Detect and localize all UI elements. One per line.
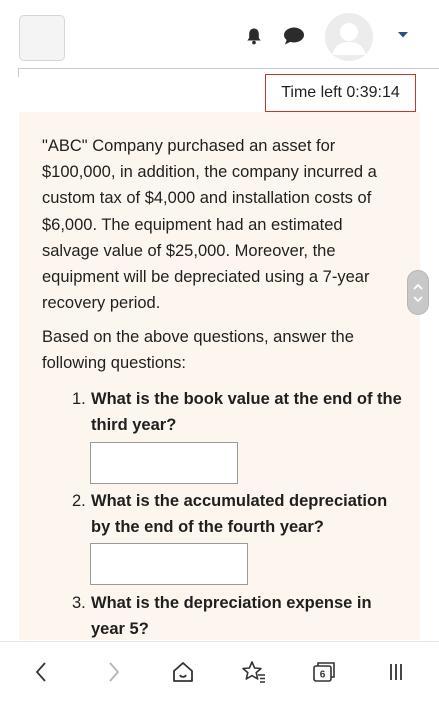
question-instruction-text: Based on the above questions, answer the following questions: (42, 328, 354, 373)
sub-question-number: 3. (72, 594, 86, 612)
tabs-icon (311, 660, 337, 684)
forward-button[interactable] (98, 656, 130, 688)
chevron-down-icon (413, 296, 423, 302)
sub-question-1 (72, 386, 402, 438)
browser-menu-button[interactable] (380, 656, 412, 688)
tabs-button[interactable] (308, 656, 340, 688)
sub-question-text: What is the accumulated depreciation by the end of the fourth year? (91, 492, 388, 537)
home-button[interactable] (167, 656, 199, 688)
tab-count: 6 (319, 669, 326, 681)
hamburger-icon (40, 31, 44, 46)
question-intro-text: "ABC" Company purchased an asset for $100,000, in addition, the company incurred a custom tax of $4,000 and installation costs of $6,000. The equipment had an estimated salvage value of $25,000. Moreover, the equipment will be depreciated using a 7-year recovery period. (42, 137, 377, 313)
sub-question-number: 1. (72, 390, 86, 408)
bell-icon[interactable] (245, 27, 263, 45)
chat-bubble-icon[interactable] (283, 27, 305, 45)
scroll-handle[interactable] (407, 270, 429, 315)
chevron-up-icon (413, 284, 423, 290)
chevron-right-icon (107, 661, 121, 683)
time-left-timer: Time left 0:39:14 (265, 74, 416, 112)
top-navbar (0, 0, 439, 68)
avatar-placeholder-icon (325, 13, 373, 61)
back-button[interactable] (25, 656, 57, 688)
sub-question-text: What is the depreciation expense in year 5? (91, 594, 372, 639)
chevron-left-icon (34, 661, 48, 683)
sub-question-number: 2. (72, 492, 86, 510)
menu-lines-icon (385, 661, 407, 683)
user-avatar[interactable] (325, 13, 373, 61)
caret-down-icon[interactable] (397, 31, 409, 39)
answer-input-1[interactable] (90, 442, 238, 484)
home-icon (171, 660, 195, 684)
sub-question-text: What is the book value at the end of the third year? (91, 390, 402, 435)
sub-question-3 (72, 590, 402, 642)
favorites-button[interactable] (238, 656, 270, 688)
star-list-icon (241, 660, 267, 684)
nav-menu-button[interactable] (19, 15, 65, 61)
answer-input-2[interactable] (90, 543, 248, 585)
sub-question-2 (72, 488, 402, 540)
browser-toolbar (0, 641, 439, 701)
